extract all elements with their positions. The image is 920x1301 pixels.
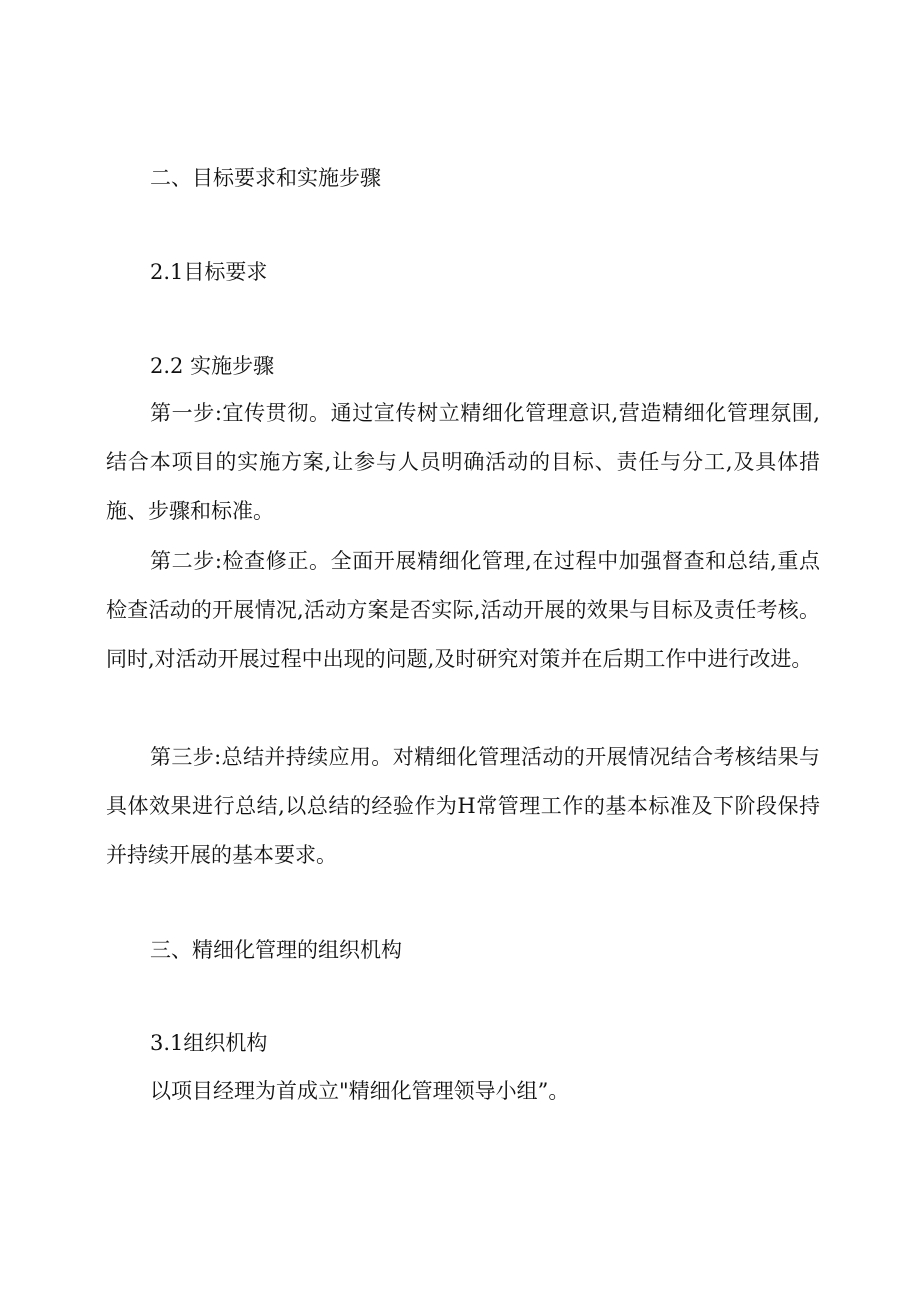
section-2-heading: 二、目标要求和实施步骤 — [150, 166, 381, 190]
step-two-paragraph: 第二步:检查修正。全面开展精细化管理,在过程中加强督查和总结,重点检查活动的开展情况,活动方案是否实际,活动开展的效果与目标及责任考核。同时,对活动开展过程中出现的问题,及时研究对策并在后期工作中进行改进。 — [106, 549, 820, 671]
subsection-2-2-heading: 2.2 实施步骤 — [150, 354, 275, 378]
section-3-heading: 三、精细化管理的组织机构 — [150, 938, 402, 962]
subsection-3-1-heading: 3.1组织机构 — [150, 1031, 268, 1055]
organization-paragraph: 以项目经理为首成立"精细化管理领导小组”。 — [150, 1079, 570, 1103]
subsection-2-1-heading: 2.1目标要求 — [150, 260, 268, 284]
step-one-paragraph: 第一步:宜传贯彻。通过宣传树立精细化管理意识,营造精细化管理氛围,结合本项目的实施方案,让参与人员明确活动的目标、责任与分工,及具体措施、步骤和标准。 — [106, 401, 820, 523]
step-three-paragraph: 第三步:总结并持续应用。对精细化管理活动的开展情况结合考核结果与具体效果进行总结,以总结的经验作为H常管理工作的基本标准及下阶段保持并持续开展的基本要求。 — [106, 745, 820, 867]
